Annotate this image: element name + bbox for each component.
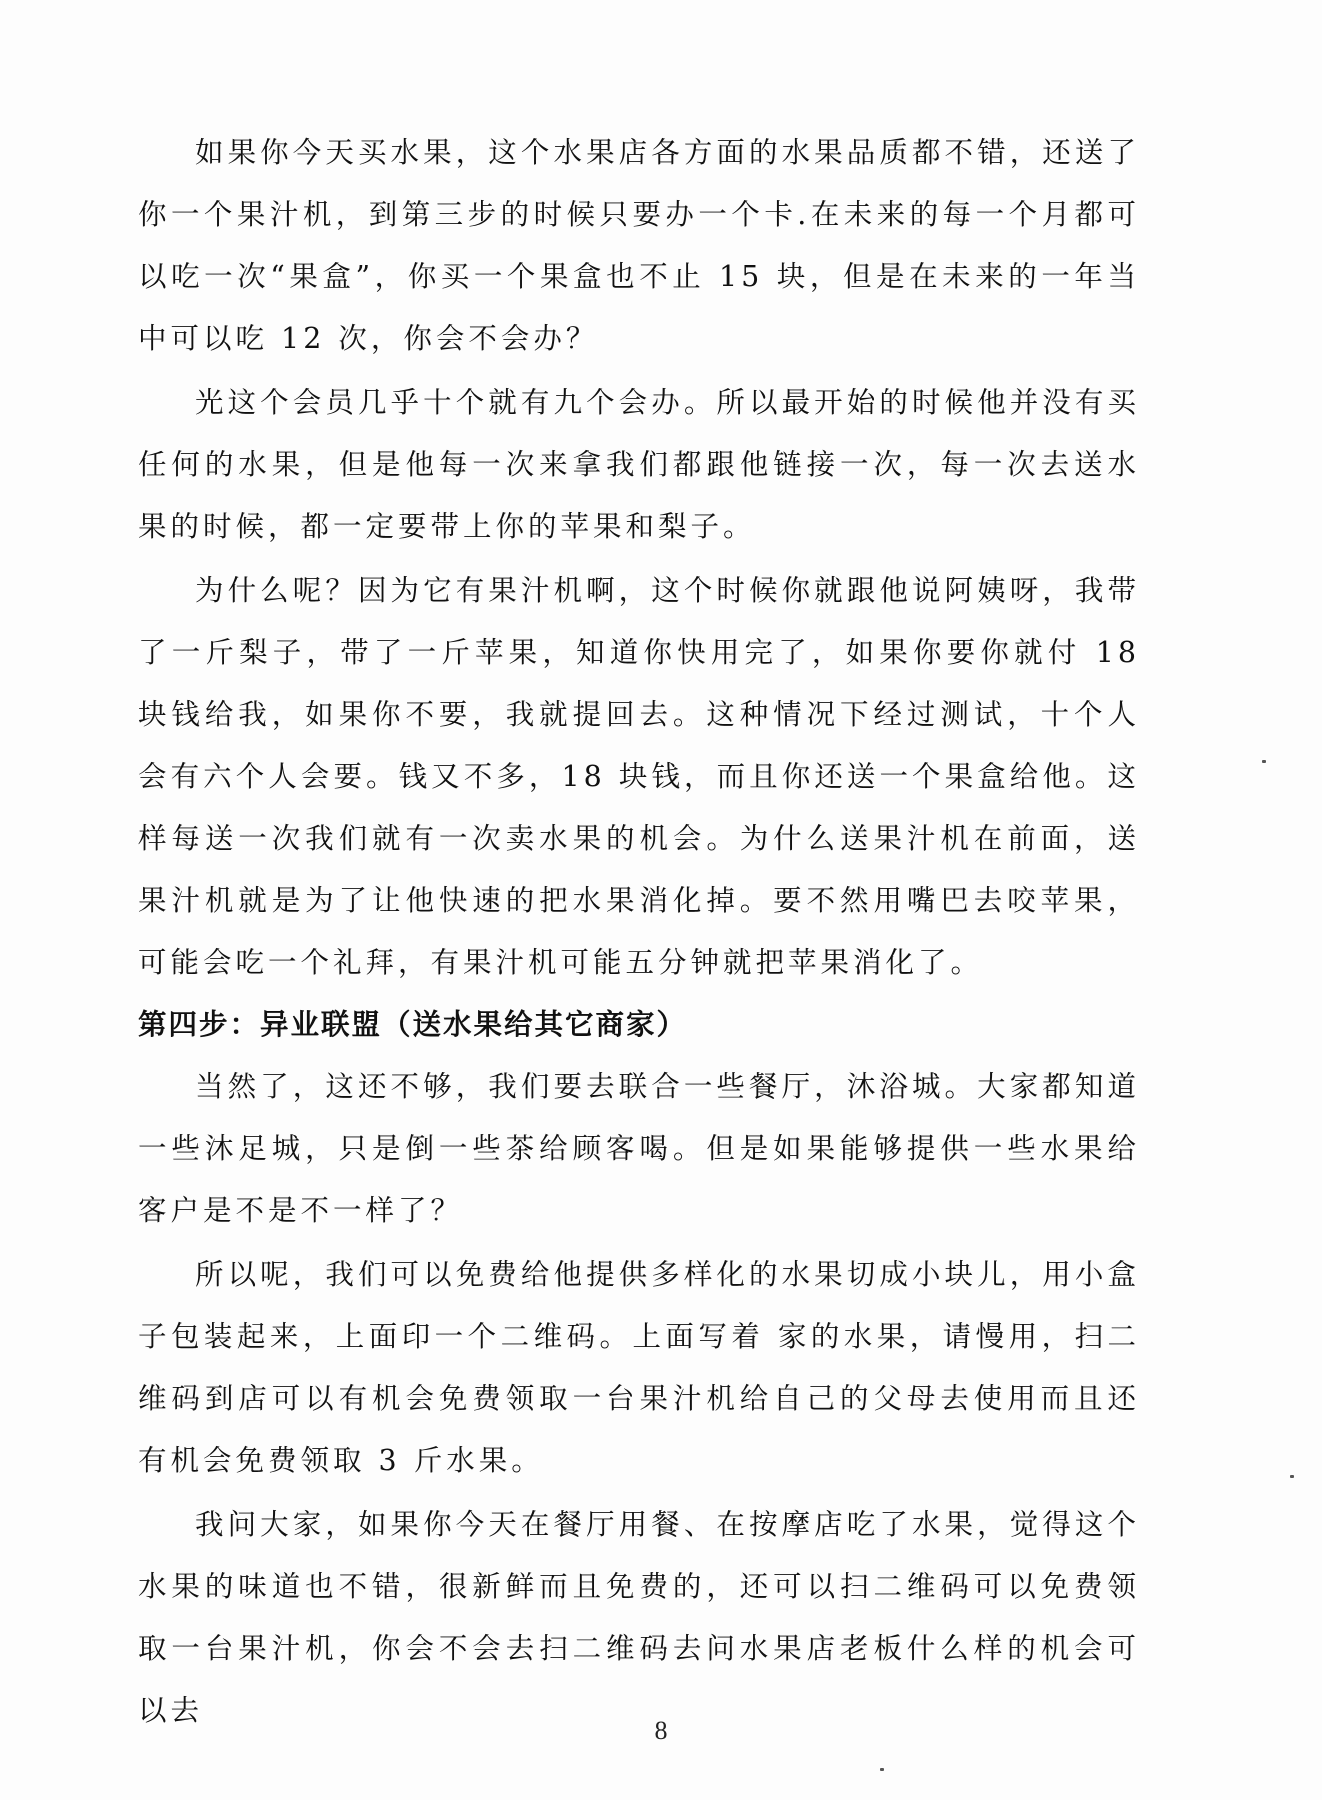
paragraph: 当然了，这还不够，我们要去联合一些餐厅，沐浴城。大家都知道一些沐足城，只是倒一些茶给顾客喝。但是如果能够提供一些水果给客户是不是不一样了？ [138, 1070, 1140, 1227]
paragraph: 光这个会员几乎十个就有九个会办。所以最开始的时候他并没有买任何的水果，但是他每一次来拿我们都跟他链接一次，每一次去送水果的时候，都一定要带上你的苹果和梨子。 [138, 386, 1140, 543]
paragraph: 我问大家，如果你今天在餐厅用餐、在按摩店吃了水果，觉得这个水果的味道也不错，很新鲜而且免费的，还可以扫二维码可以免费领取一台果汁机，你会不会去扫二维码去问水果店老板什么样的机会可以去 [138, 1508, 1140, 1727]
paragraph: 为什么呢？因为它有果汁机啊，这个时候你就跟他说阿姨呀，我带了一斤梨子，带了一斤苹果，知道你快用完了，如果你要你就付 18 块钱给我，如果你不要，我就提回去。这种情况下经过测试，十个人会有六个人会要。钱又不多，18 块钱，而且你还送一个果盒给他。这样每送一次我们就有一次卖水果的机会。为什么送果汁机在前面，送果汁机就是为了让他快速的把水果消化掉。要不然用嘴巴去咬苹果，可能会吃一个礼拜，有果汁机可能五分钟就把苹果消化了。 [138, 574, 1140, 979]
page-number: 8 [654, 1716, 668, 1745]
page-body [138, 122, 1140, 1742]
section-heading: 第四步：异业联盟（送水果给其它商家） [138, 1008, 688, 1041]
scan-speck [1262, 760, 1266, 763]
paragraph: 所以呢，我们可以免费给他提供多样化的水果切成小块儿，用小盒子包装起来，上面印一个二维码。上面写着 家的水果，请慢用，扫二维码到店可以有机会免费领取一台果汁机给自己的父母去使用而且还有机会免费领取 3 斤水果。 [138, 1258, 1140, 1477]
paragraph: 如果你今天买水果，这个水果店各方面的水果品质都不错，还送了你一个果汁机，到第三步的时候只要办一个卡.在未来的每一个月都可以吃一次“果盒”，你买一个果盒也不止 15 块，但是在未来的一年当中可以吃 12 次，你会不会办？ [138, 136, 1140, 355]
scan-speck [1290, 1475, 1294, 1478]
scan-speck [880, 1768, 884, 1771]
